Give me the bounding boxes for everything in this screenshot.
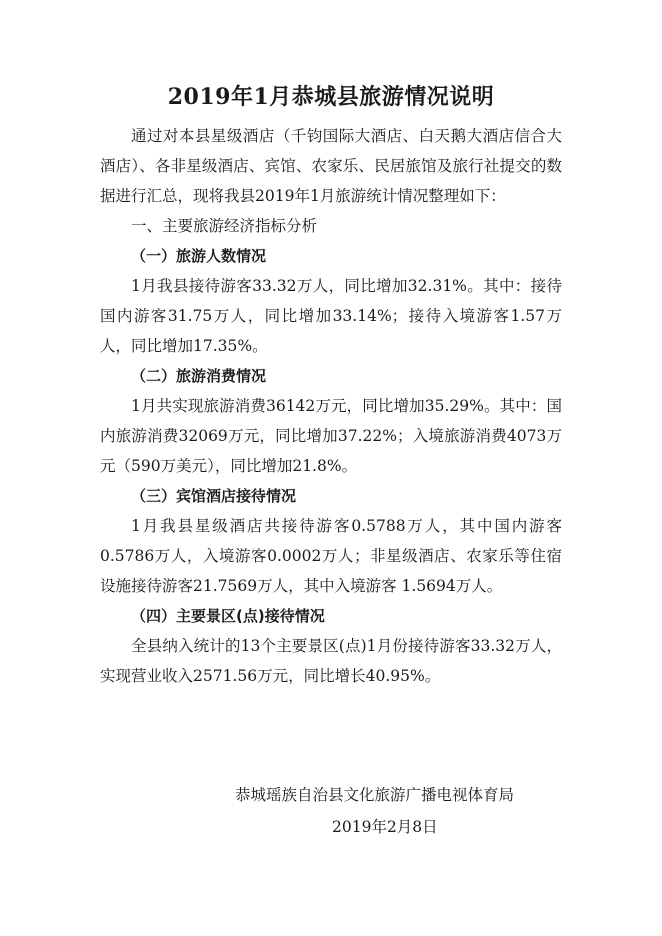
issue-date: 2019年2月8日 [332, 818, 438, 836]
issuer-name: 恭城瑶族自治县文化旅游广播电视体育局 [235, 786, 515, 804]
subsection-heading-hotels: （三）宾馆酒店接待情况 [131, 487, 297, 505]
scenic-spots-paragraph: 全县纳入统计的13个主要景区(点)1月份接待游客33.32万人，实现营业收入2571.56万元，同比增长40.95%。 [100, 637, 562, 685]
consumption-paragraph: 1月共实现旅游消费36142万元，同比增加35.29%。其中：国内旅游消费32069万元，同比增加37.22%；入境旅游消费4073万元（590万美元），同比增加21.8%。 [100, 397, 562, 475]
intro-paragraph: 通过对本县星级酒店（千钧国际大酒店、白天鹅大酒店信合大酒店）、各非星级酒店、宾馆、农家乐、民居旅馆及旅行社提交的数据进行汇总，现将我县2019年1月旅游统计情况整理如下： [100, 127, 562, 205]
section-heading-main-indicators: 一、主要旅游经济指标分析 [131, 217, 318, 235]
subsection-heading-consumption: （二）旅游消费情况 [131, 367, 267, 385]
document-title: 2019年1月恭城县旅游情况说明 [167, 84, 495, 110]
subsection-heading-scenic-spots: （四）主要景区(点)接待情况 [131, 607, 325, 625]
document-body [100, 121, 562, 691]
subsection-heading-visitors: （一）旅游人数情况 [131, 247, 267, 265]
visitors-paragraph: 1月我县接待游客33.32万人，同比增加32.31%。其中：接待国内游客31.75万人，同比增加33.14%；接待入境游客1.57万人，同比增加17.35%。 [100, 277, 562, 355]
hotels-paragraph: 1月我县星级酒店共接待游客0.5788万人，其中国内游客0.5786万人，入境游客0.0002万人；非星级酒店、农家乐等住宿设施接待游客21.7569万人，其中入境游客 1.5694万人。 [100, 517, 562, 595]
